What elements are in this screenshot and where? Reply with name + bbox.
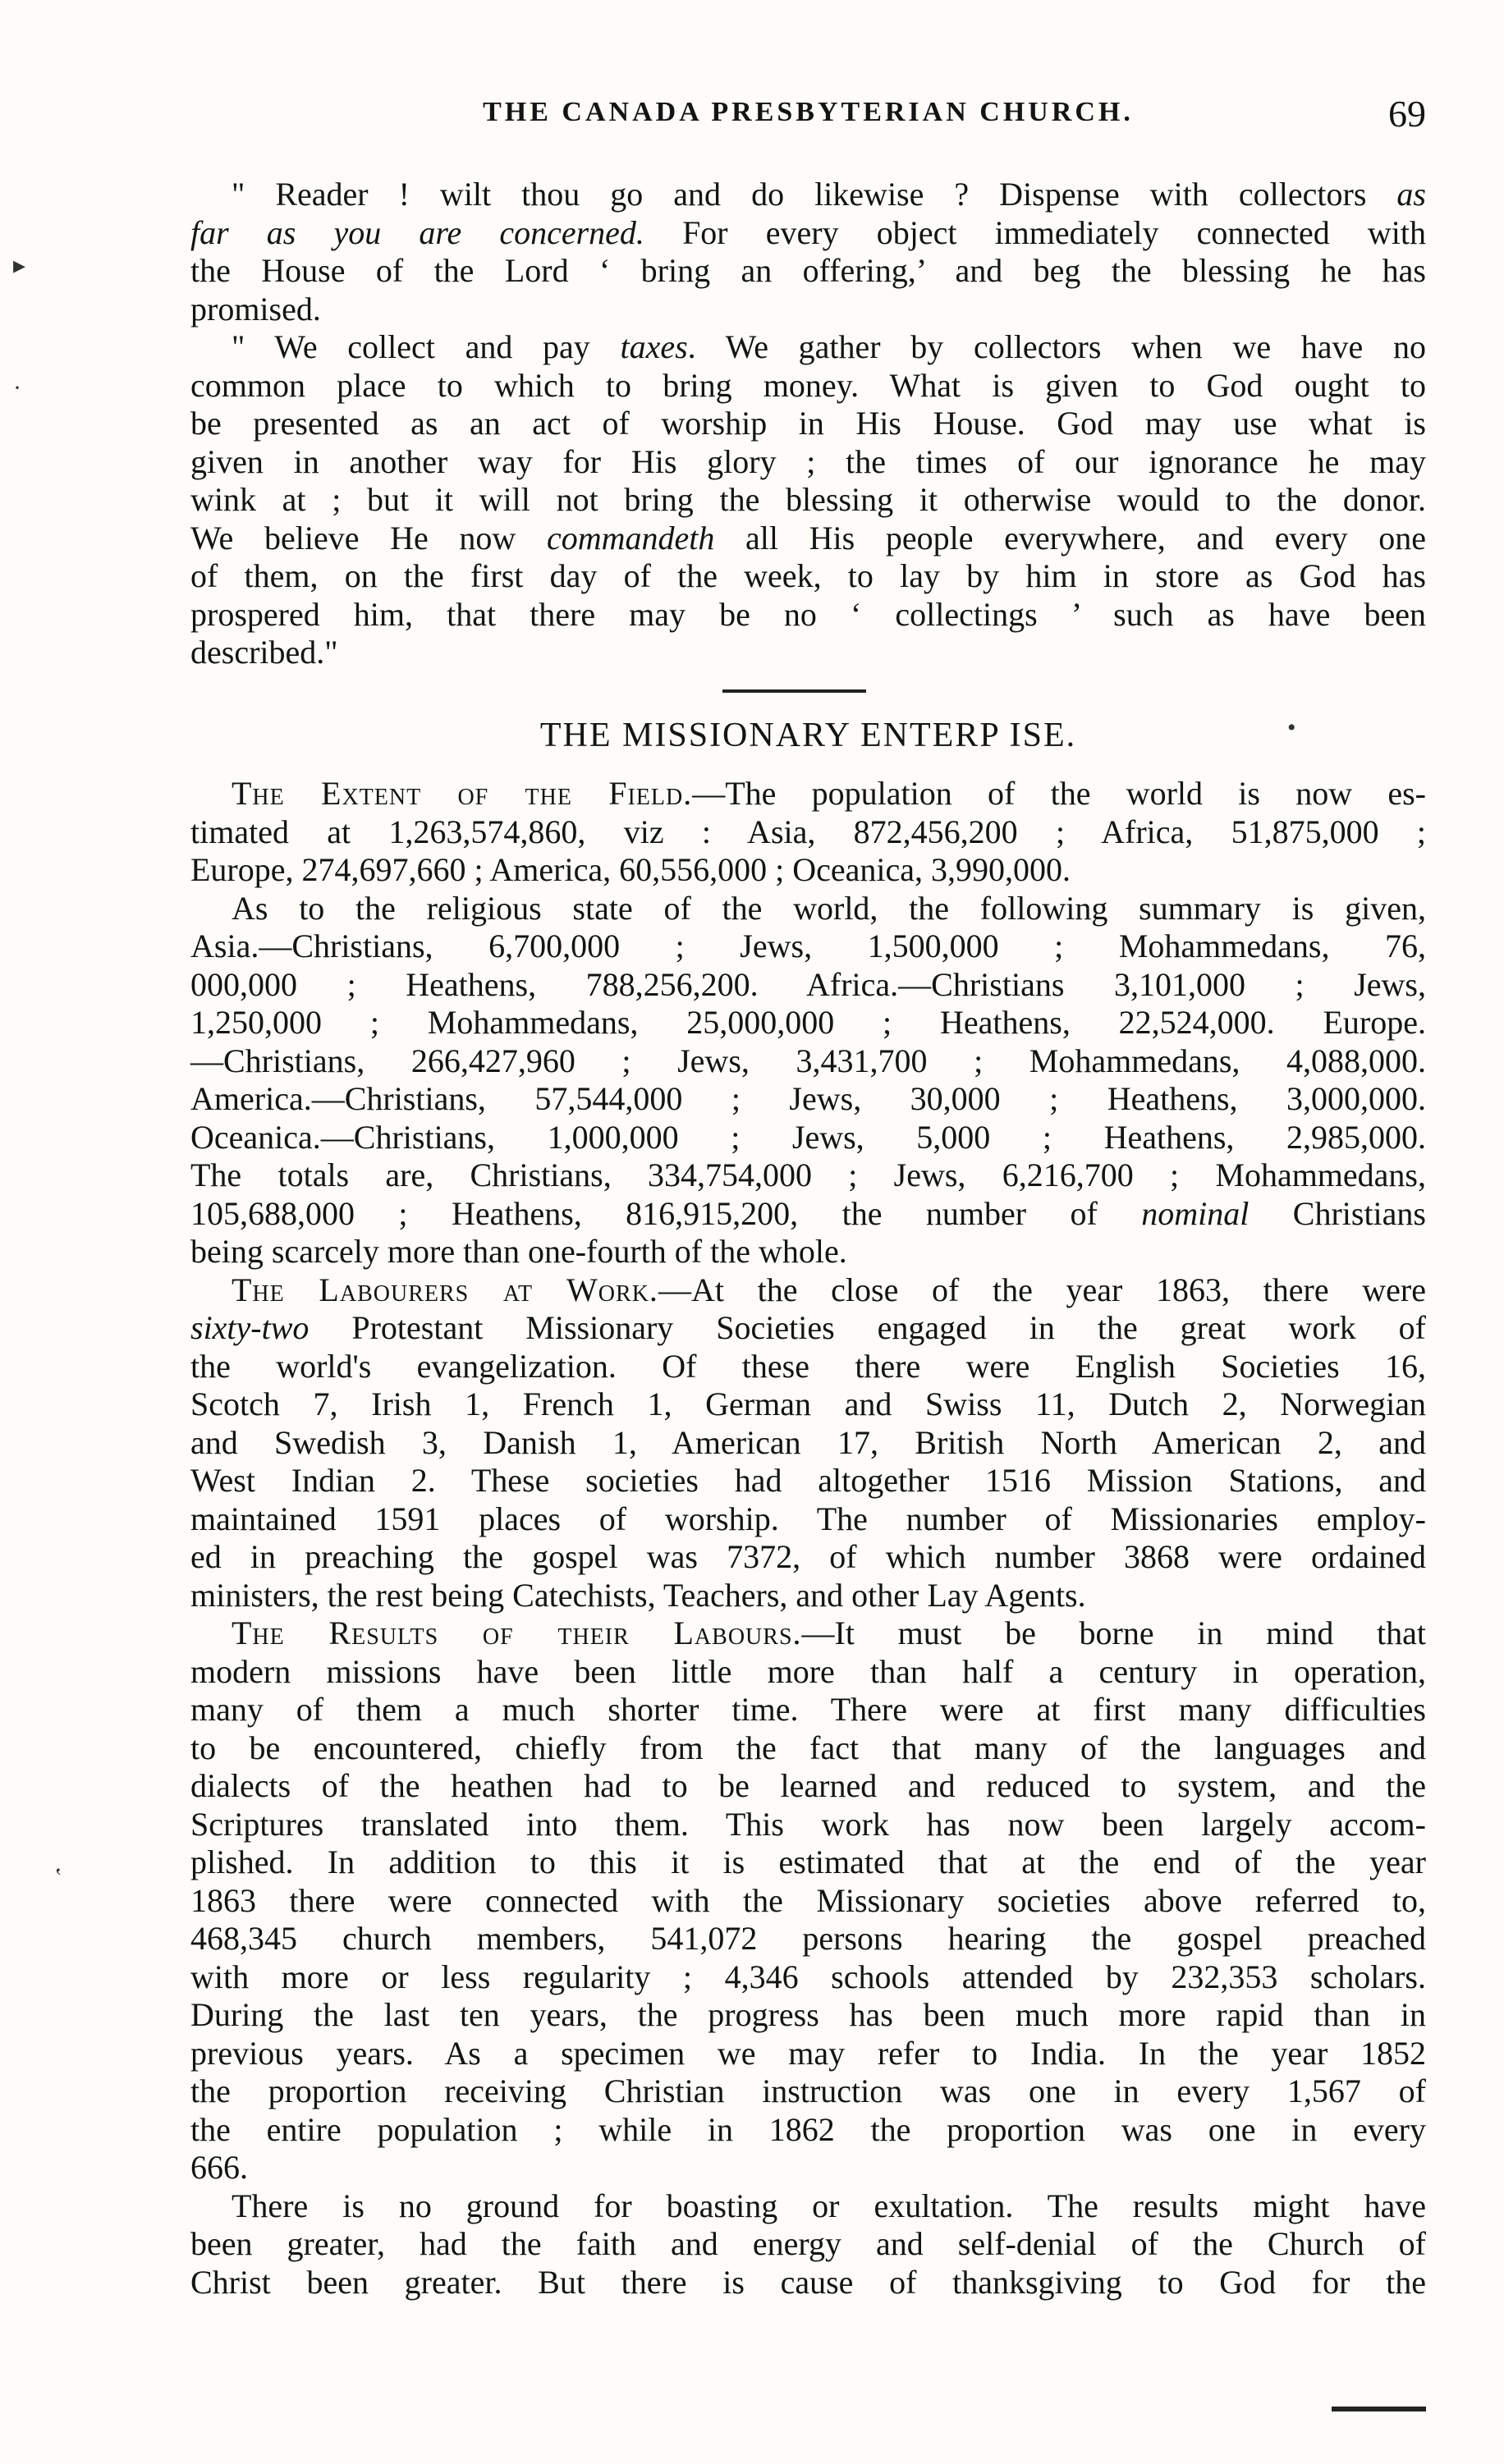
paragraph-results-start [190,1614,1426,1653]
italic-text: as [1396,176,1426,213]
section-divider [722,689,866,693]
text-line: and Swedish 3, Danish 1, American 17, British North American 2, and [190,1423,1426,1461]
text-line: sixty-two Protestant Missionary Societies engaged in the great work of [190,1309,1426,1346]
page-end-mark [1332,2407,1426,2411]
text-line: Scotch 7, Irish 1, French 1, German and Swiss 11, Dutch 2, Norwegian [190,1385,1426,1422]
text-line: 468,345 church members, 541,072 persons hearing the gospel preached [190,1920,1426,1957]
text-line: to be encountered, chiefly from the fact that many of the languages and [190,1729,1426,1766]
text-line: There is no ground for boasting or exultation. The results might have [232,2187,1426,2224]
text-line: Europe, 274,697,660 ; America, 60,556,000 ; Oceanica, 3,990,000. [190,851,1071,888]
running-title: THE CANADA PRESBYTERIAN CHURCH. [483,97,1134,127]
text-line: of them, on the first day of the week, to lay by him in store as God has [190,557,1426,594]
text-line: modern missions have been little more than half a century in operation, [190,1652,1426,1690]
section-heading: THE MISSIONARY ENTERP ISE. [539,717,1077,754]
text-line: with more or less regularity ; 4,346 schools attended by 232,353 scholars. [190,1958,1426,1995]
text-line: " Reader ! wilt thou go and do likewise ? Dispense with collectors as [232,176,1426,213]
text-line: wink at ; but it will not bring the blessing it otherwise would to the donor. [190,481,1426,518]
page-number: 69 [1388,93,1426,135]
text-line: maintained 1591 places of worship. The number of Missionaries employ- [190,1500,1426,1537]
text-line: be presented as an act of worship in His House. God may use what is [190,405,1426,442]
italic-text: sixty-two [190,1309,310,1346]
text-line: given in another way for His glory ; the times of our ignorance he may [190,442,1426,480]
text-line: previous years. As a specimen we may refer to India. In the year 1852 [190,2034,1426,2072]
text-line: the House of the Lord ‘ bring an offering,’ and beg the blessing he has [190,252,1426,289]
text-line: We believe He now commandeth all His people everywhere, and every one [190,519,1426,556]
text-line: plished. In addition to this it is estimated that at the end of the year [190,1843,1426,1880]
text-line: being scarcely more than one-fourth of the whole. [190,1233,847,1270]
text-run: —The population of the world is now es- [692,775,1426,812]
margin-mark: • [1287,714,1296,741]
text-line: been greater, had the faith and energy and self-denial of the Church of [190,2225,1426,2262]
text-line: 1,250,000 ; Mohammedans, 25,000,000 ; Heathens, 22,524,000. Europe. [190,1004,1426,1041]
text-run: —It must be borne in mind that [801,1614,1426,1651]
text-line: 666. [190,2149,248,2186]
text-line: promised. [190,290,321,327]
quote-block [190,176,1426,672]
text-line: 000,000 ; Heathens, 788,256,200. Africa.—Christians 3,101,000 ; Jews, [190,965,1426,1003]
text-line: dialects of the heathen had to be learned and reduced to system, and the [190,1767,1426,1804]
runin-heading: The Extent of the Field. [232,775,693,812]
margin-mark: ‛ [54,1863,62,1890]
margin-mark: · [13,374,21,401]
text-run: —At the close of the year 1863, there were [658,1271,1426,1308]
text-line: many of them a much shorter time. There were at first many difficulties [190,1691,1426,1728]
text-line: the proportion receiving Christian instruction was one in every 1,567 of [190,2072,1426,2109]
running-head [190,93,1426,146]
italic-text: commandeth [546,519,715,556]
text-line: the world's evangelization. Of these there were English Societies 16, [190,1347,1426,1385]
text-line: the entire population ; while in 1862 the proportion was one in every [190,2110,1426,2148]
margin-mark: ▸ [13,252,26,279]
text-line: As to the religious state of the world, the following summary is given, [232,889,1426,927]
paragraph-labourers-start [190,1271,1426,1310]
text-line: Oceanica.—Christians, 1,000,000 ; Jews, 5,000 ; Heathens, 2,985,000. [190,1118,1426,1156]
text-line: ministers, the rest being Catechists, Teachers, and other Lay Agents. [190,1576,1086,1614]
text-line: Scriptures translated into them. This work has now been largely accom- [190,1805,1426,1843]
text-line: West Indian 2. These societies had altogether 1516 Mission Stations, and [190,1462,1426,1499]
italic-text: taxes [620,328,688,365]
text-line: 1863 there were connected with the Missionary societies above referred to, [190,1881,1426,1919]
italic-text: nominal [1141,1194,1250,1232]
text-line: " We collect and pay taxes. We gather by collectors when we have no [232,328,1426,365]
text-line: During the last ten years, the progress has been much more rapid than in [190,1996,1426,2033]
text-line: —Christians, 266,427,960 ; Jews, 3,431,700 ; Mohammedans, 4,088,000. [190,1042,1426,1079]
text-line: timated at 1,263,574,860, viz : Asia, 872,456,200 ; Africa, 51,875,000 ; [190,813,1426,850]
text-line: America.—Christians, 57,544,000 ; Jews, 30,000 ; Heathens, 3,000,000. [190,1080,1426,1117]
text-line: far as you are concerned. For every object immediately connected with [190,213,1427,251]
runin-heading: The Results of their Labours. [232,1614,802,1651]
text-line: Christ been greater. But there is cause of thanksgiving to God for the [190,2263,1426,2301]
paragraph-extent-start [190,775,1426,813]
runin-heading: The Labourers at Work. [232,1271,658,1308]
text-line: 105,688,000 ; Heathens, 816,915,200, the number of nominal Christians [190,1194,1426,1232]
text-line: described." [190,634,338,671]
text-line: The totals are, Christians, 334,754,000 ; Jews, 6,216,700 ; Mohammedans, [190,1156,1426,1193]
text-line: common place to which to bring money. What is given to God ought to [190,366,1426,404]
italic-text: far as you are concerned. [190,213,644,251]
text-line: ed in preaching the gospel was 7372, of which number 3868 were ordained [190,1538,1426,1575]
body-text [190,775,1426,2301]
text-line: Asia.—Christians, 6,700,000 ; Jews, 1,500,000 ; Mohammedans, 76, [190,927,1426,964]
text-line: prospered him, that there may be no ‘ collectings ’ such as have been [190,595,1426,633]
